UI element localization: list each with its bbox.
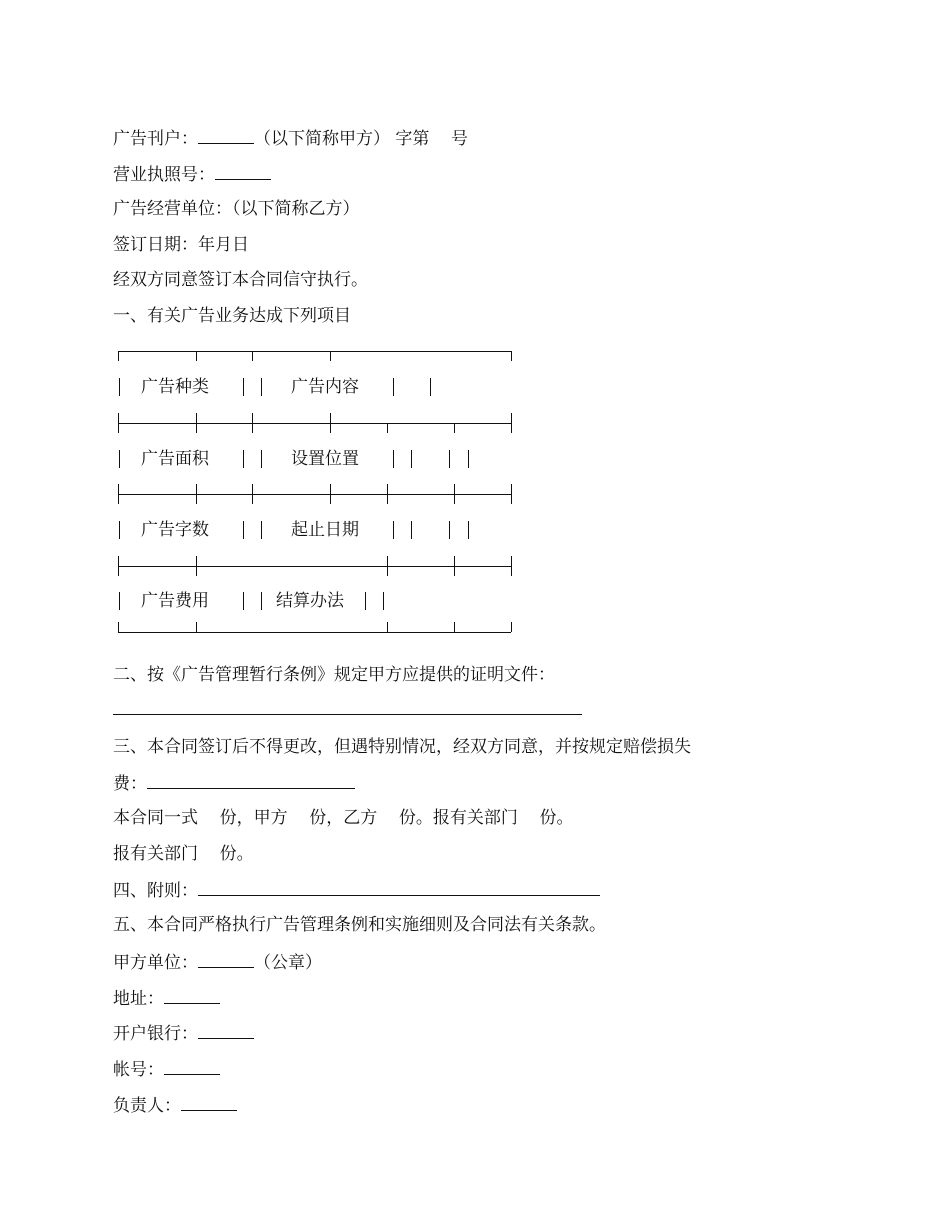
section2-blank-line — [113, 698, 582, 720]
cell-settlement: 结算办法 — [276, 591, 344, 611]
table-rule-top — [118, 351, 511, 352]
table-rule-1 — [118, 423, 511, 424]
account-line — [113, 1058, 220, 1080]
tick — [387, 622, 388, 632]
tick — [196, 413, 197, 433]
bank-blank[interactable] — [198, 1022, 254, 1039]
cell-bar — [261, 450, 262, 468]
tick — [252, 484, 253, 504]
cell-ad-content: 广告内容 — [291, 377, 359, 397]
tick — [252, 413, 253, 433]
number-label: 字第 号 — [395, 129, 469, 149]
tick — [387, 556, 388, 576]
person-blank[interactable] — [181, 1094, 237, 1111]
section3-line1: 三、本合同签订后不得更改，但遇特别情况，经双方同意，并按规定赔偿损失 — [113, 737, 691, 757]
cell-bar — [119, 521, 120, 539]
cell-bar — [261, 521, 262, 539]
cell-ad-type: 广告种类 — [141, 377, 209, 397]
account-blank[interactable] — [164, 1058, 220, 1075]
section4-title: 四、附则： — [113, 881, 198, 901]
tick — [454, 484, 455, 504]
party-a-unit-line — [113, 951, 322, 973]
compensation-blank[interactable] — [147, 772, 355, 789]
cell-bar — [119, 378, 120, 396]
cell-bar — [449, 521, 450, 539]
tick — [252, 351, 253, 361]
cell-bar — [411, 521, 412, 539]
appendix-blank[interactable] — [198, 879, 600, 896]
tick — [196, 622, 197, 632]
publisher-suffix: （以下简称甲方） — [254, 129, 390, 149]
cell-bar — [449, 450, 450, 468]
tick — [511, 622, 512, 632]
license-blank[interactable] — [215, 163, 271, 180]
cell-date-range: 起止日期 — [291, 520, 359, 540]
cell-bar — [430, 378, 431, 396]
cell-word-count: 广告字数 — [141, 520, 209, 540]
tick — [118, 413, 119, 433]
cell-bar — [393, 521, 394, 539]
cell-bar — [119, 592, 120, 610]
license-label: 营业执照号： — [113, 165, 215, 185]
operator-line: 广告经营单位：（以下简称乙方） — [113, 199, 360, 219]
section5-title: 五、本合同严格执行广告管理条例和实施细则及合同法有关条款。 — [113, 915, 606, 935]
cell-bar — [468, 521, 469, 539]
tick — [330, 351, 331, 361]
tick — [511, 413, 512, 433]
date-line: 签订日期：年月日 — [113, 235, 249, 255]
cell-bar — [261, 592, 262, 610]
tick — [196, 556, 197, 576]
cell-bar — [243, 450, 244, 468]
tick — [454, 423, 455, 433]
cell-bar — [119, 450, 120, 468]
cell-ad-fee: 广告费用 — [141, 591, 209, 611]
section2-title: 二、按《广告管理暂行条例》规定甲方应提供的证明文件： — [113, 665, 555, 685]
publisher-label: 广告刊户： — [113, 129, 198, 149]
cell-bar — [383, 592, 384, 610]
cell-bar — [243, 378, 244, 396]
table-rule-2 — [118, 494, 511, 495]
cell-bar — [243, 521, 244, 539]
cell-bar — [365, 592, 366, 610]
section4-line — [113, 879, 600, 901]
table-rule-3 — [118, 566, 511, 567]
cell-ad-area: 广告面积 — [141, 449, 209, 469]
address-label: 地址： — [113, 989, 164, 1009]
tick — [118, 622, 119, 632]
cell-bar — [411, 450, 412, 468]
cell-bar — [468, 450, 469, 468]
fee-label: 费： — [113, 774, 147, 794]
tick — [387, 423, 388, 433]
items-table — [116, 347, 516, 643]
publisher-line — [113, 127, 468, 149]
tick — [118, 556, 119, 576]
publisher-blank[interactable] — [198, 127, 254, 144]
cell-position: 设置位置 — [291, 449, 359, 469]
address-blank[interactable] — [164, 987, 220, 1004]
copies-line: 本合同一式 份，甲方 份，乙方 份。报有关部门 份。 — [113, 808, 574, 828]
account-label: 帐号： — [113, 1060, 164, 1080]
tick — [454, 556, 455, 576]
intro-line: 经双方同意签订本合同信守执行。 — [113, 270, 368, 290]
party-a-unit-blank[interactable] — [198, 951, 254, 968]
bank-label: 开户银行： — [113, 1024, 198, 1044]
section1-title: 一、有关广告业务达成下列项目 — [113, 306, 351, 326]
copies-line-2: 报有关部门 份。 — [113, 844, 254, 864]
bank-line — [113, 1022, 254, 1044]
person-label: 负责人： — [113, 1096, 181, 1116]
cell-bar — [393, 450, 394, 468]
cell-bar — [393, 378, 394, 396]
documents-blank[interactable] — [113, 698, 582, 715]
person-line — [113, 1094, 237, 1116]
tick — [330, 484, 331, 504]
cell-bar — [243, 592, 244, 610]
tick — [196, 484, 197, 504]
tick — [511, 556, 512, 576]
tick — [387, 484, 388, 504]
tick — [118, 351, 119, 361]
table-rule-bottom — [118, 632, 511, 633]
address-line — [113, 987, 220, 1009]
tick — [454, 622, 455, 632]
tick — [196, 351, 197, 361]
party-a-unit-label: 甲方单位： — [113, 953, 198, 973]
tick — [511, 484, 512, 504]
section3-line2 — [113, 772, 355, 794]
tick — [330, 413, 331, 433]
cell-bar — [261, 378, 262, 396]
tick — [118, 484, 119, 504]
license-line — [113, 163, 271, 185]
seal-label: （公章） — [254, 953, 322, 973]
tick — [511, 351, 512, 361]
